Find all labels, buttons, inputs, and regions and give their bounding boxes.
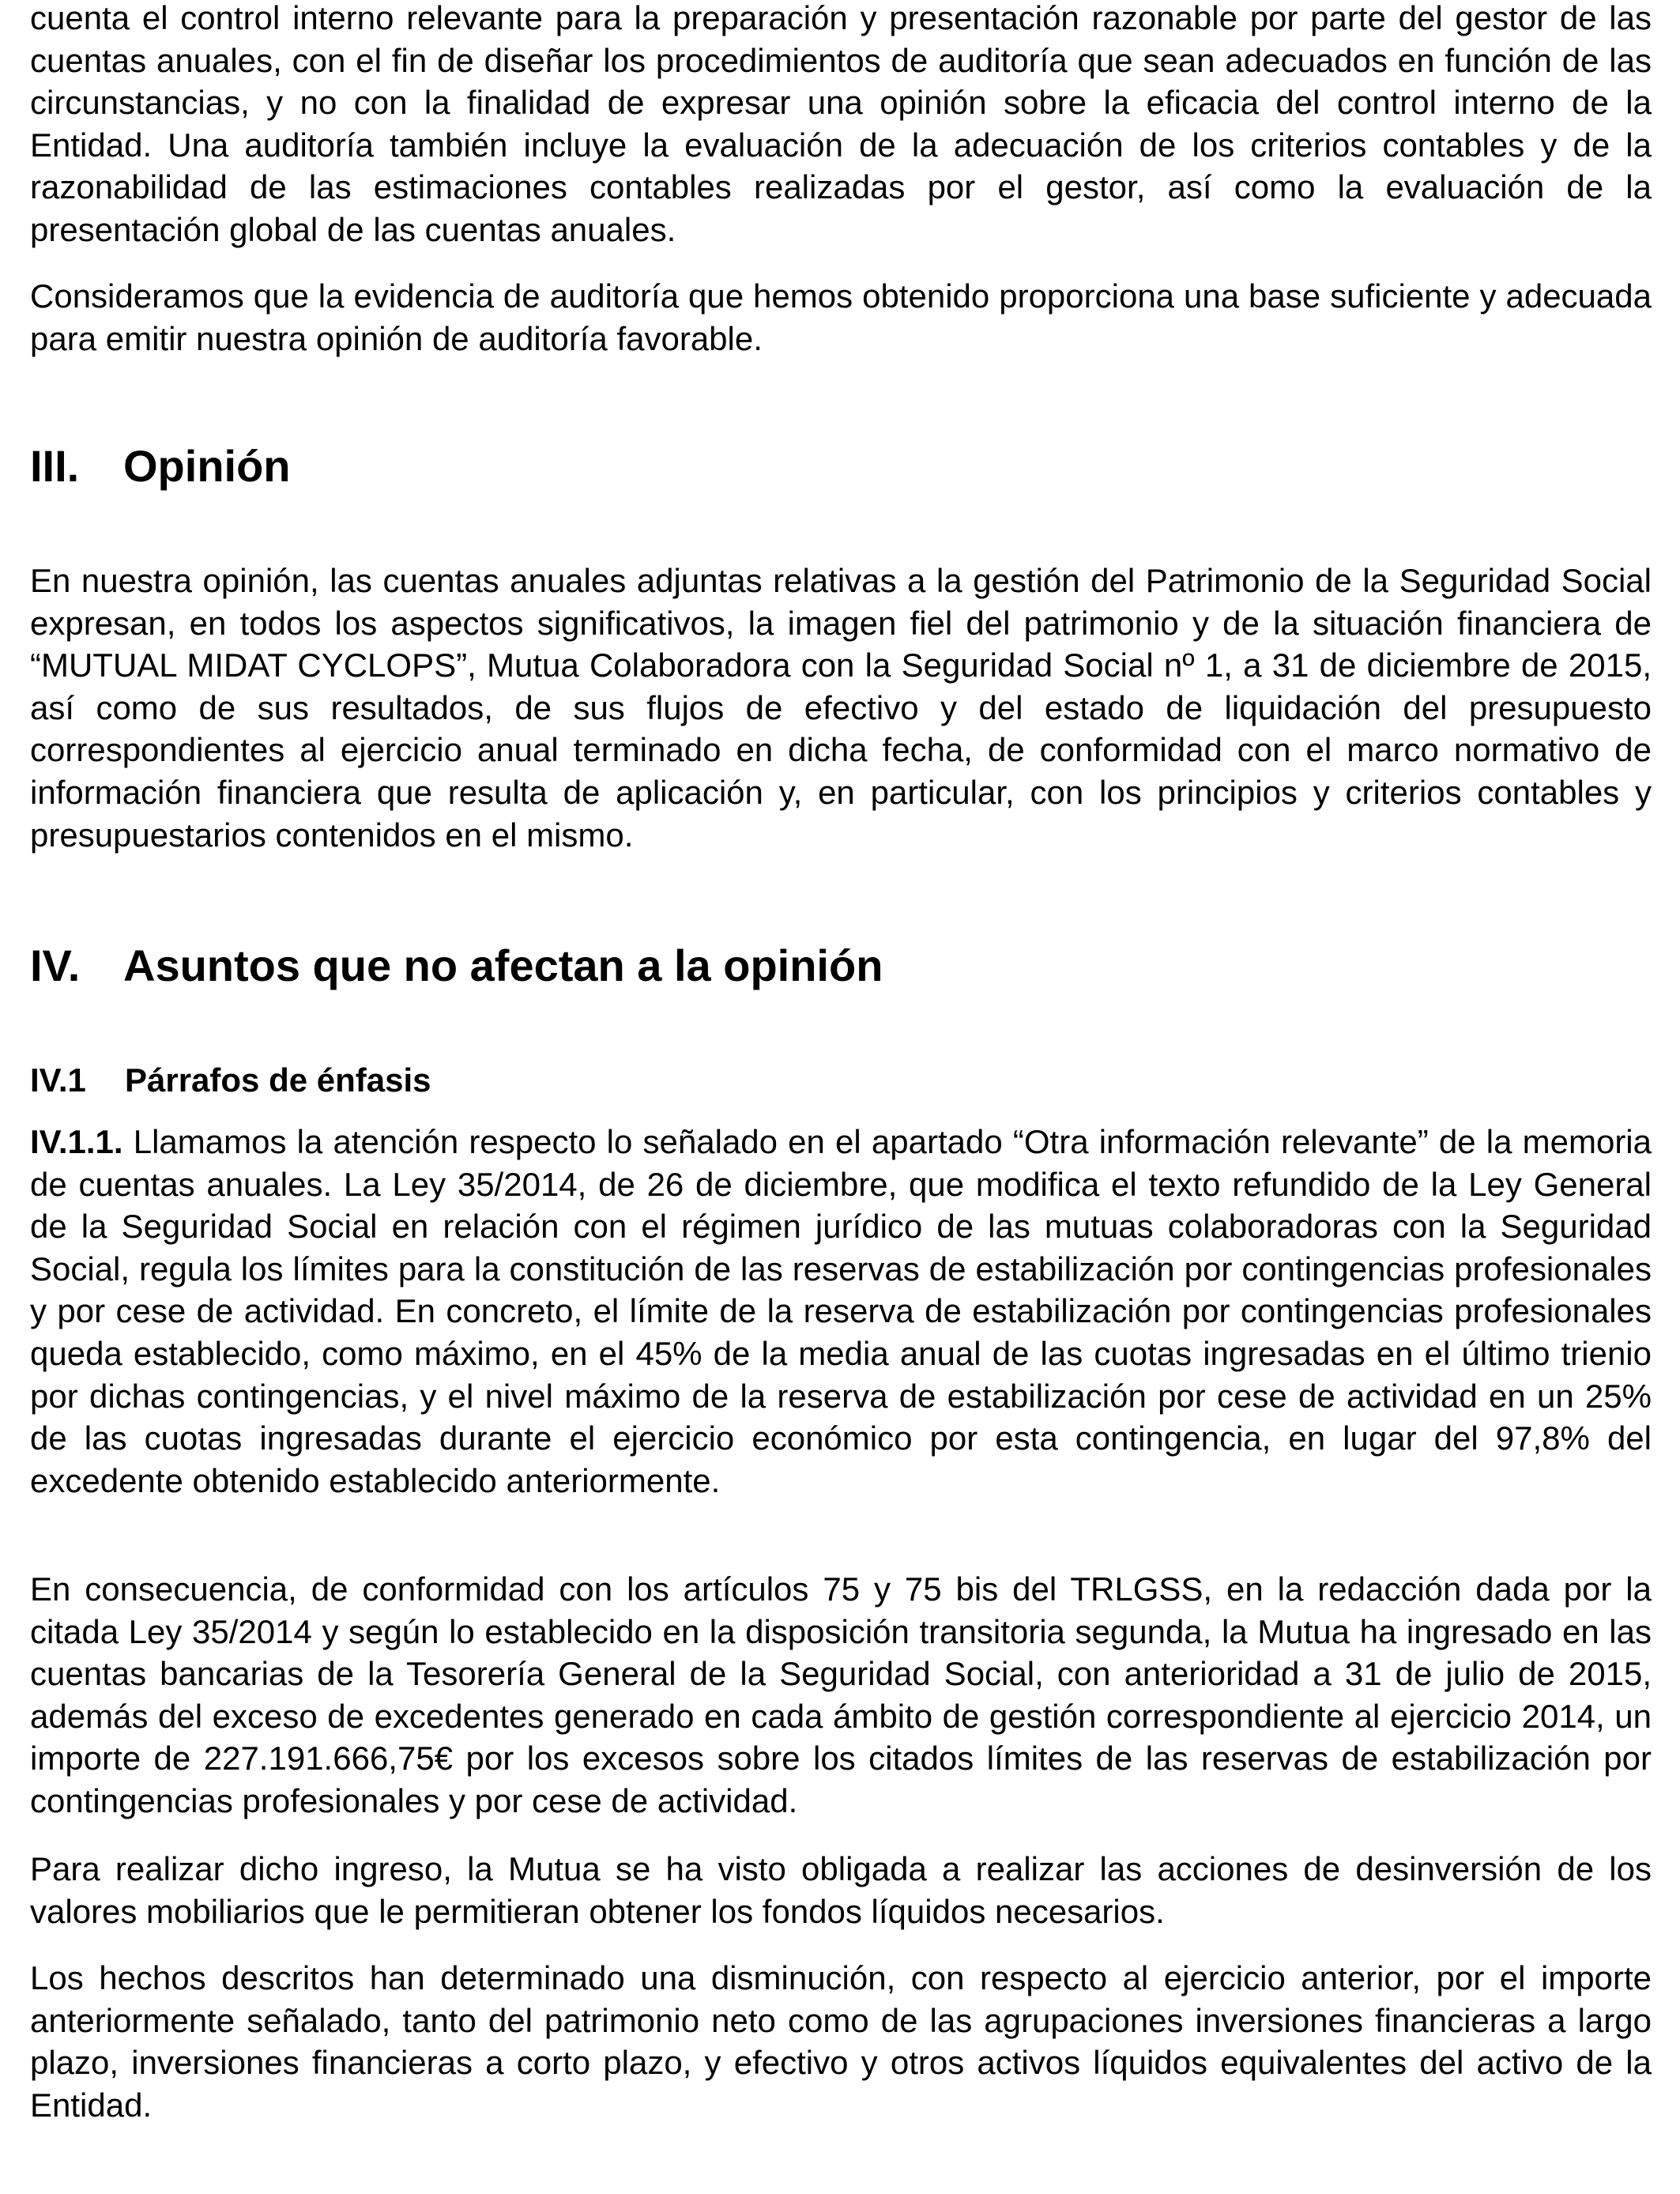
section-title: Opinión (123, 441, 291, 491)
paragraph-audit-procedures: cuenta el control interno relevante para la preparación y presentación razonable por parte del gestor de las cuentas anuales, con el fin de diseñar los procedimientos de auditoría que sean adecuados en función de las circunstancias, y no con la finalidad de expresar una opinión sobre la eficacia del control interno de la Entidad. Una auditoría también incluye la evaluación de la adecuación de los criterios contables y de la razonabilidad de las estimaciones contables realizadas por el gestor, así como la evaluación de la presentación global de las cuentas anuales. (30, 0, 1652, 248)
paragraph-emphasis-1 (30, 1121, 1652, 1502)
subsection-heading-emphasis (30, 1059, 431, 1102)
paragraph-decrease: Los hechos descritos han determinado una disminución, con respecto al ejercicio anterior, por el importe anteriormente señalado, tanto del patrimonio neto como de las agrupaciones inversiones financieras a largo plazo, inversiones financieras a corto plazo, y efectivo y otros activos líquidos equivalentes del activo de la Entidad. (30, 1959, 1652, 2124)
paragraph-lead-number: IV.1.1. (30, 1123, 123, 1160)
subsection-number: IV.1 (30, 1061, 86, 1099)
section-heading-opinion (30, 441, 291, 492)
section-heading-matters (30, 941, 883, 991)
paragraph-consequence: En consecuencia, de conformidad con los artículos 75 y 75 bis del TRLGSS, en la redacción dada por la citada Ley 35/2014 y según lo establecido en la disposición transitoria segunda, la Mutua ha ingresado en las cuentas bancarias de la Tesorería General de la Seguridad Social, con anterioridad a 31 de julio de 2015, además del exceso de excedentes generado en cada ámbito de gestión correspondiente al ejercicio 2014, un importe de 227.191.666,75€ por los excesos sobre los citados límites de las reservas de estabilización por contingencias profesionales y por cese de actividad. (30, 1570, 1652, 1819)
paragraph-audit-evidence: Consideramos que la evidencia de auditoría que hemos obtenido proporciona una base suficiente y adecuada para emitir nuestra opinión de auditoría favorable. (30, 277, 1652, 357)
paragraph-opinion: En nuestra opinión, las cuentas anuales adjuntas relativas a la gestión del Patrimonio de la Seguridad Social expresan, en todos los aspectos significativos, la imagen fiel del patrimonio y de la situación financiera de “MUTUAL MIDAT CYCLOPS”, Mutua Colaboradora con la Seguridad Social nº 1, a 31 de diciembre de 2015, así como de sus resultados, de sus flujos de efectivo y del estado de liquidación del presupuesto correspondientes al ejercicio anual terminado en dicha fecha, de conformidad con el marco normativo de información financiera que resulta de aplicación y, en particular, con los principios y criterios contables y presupuestarios contenidos en el mismo. (30, 562, 1652, 854)
section-number: IV. (30, 941, 81, 990)
paragraph-divestment: Para realizar dicho ingreso, la Mutua se ha visto obligada a realizar las acciones de desinversión de los valores mobiliarios que le permitieran obtener los fondos líquidos necesarios. (30, 1850, 1652, 1930)
subsection-title: Párrafos de énfasis (125, 1061, 431, 1099)
paragraph-body: Llamamos la atención respecto lo señalado en el apartado “Otra información relevante” de la memoria de cuentas anuales. La Ley 35/2014, de 26 de diciembre, que modifica el texto refundido de la Ley General de la Seguridad Social en relación con el régimen jurídico de las mutuas colaboradoras con la Seguridad Social, regula los límites para la constitución de las reservas de estabilización por contingencias profesionales y por cese de actividad. En concreto, el límite de la reserva de estabilización por contingencias profesionales queda establecido, como máximo, en el 45% de la media anual de las cuotas ingresadas en el último trienio por dichas contingencias, y el nivel máximo de la reserva de estabilización por cese de actividad en un 25% de las cuotas ingresadas durante el ejercicio económico por esta contingencia, en lugar del 97,8% del excedente obtenido establecido anteriormente. (30, 1123, 1652, 1499)
section-number: III. (30, 441, 80, 491)
section-title: Asuntos que no afectan a la opinión (123, 941, 883, 990)
